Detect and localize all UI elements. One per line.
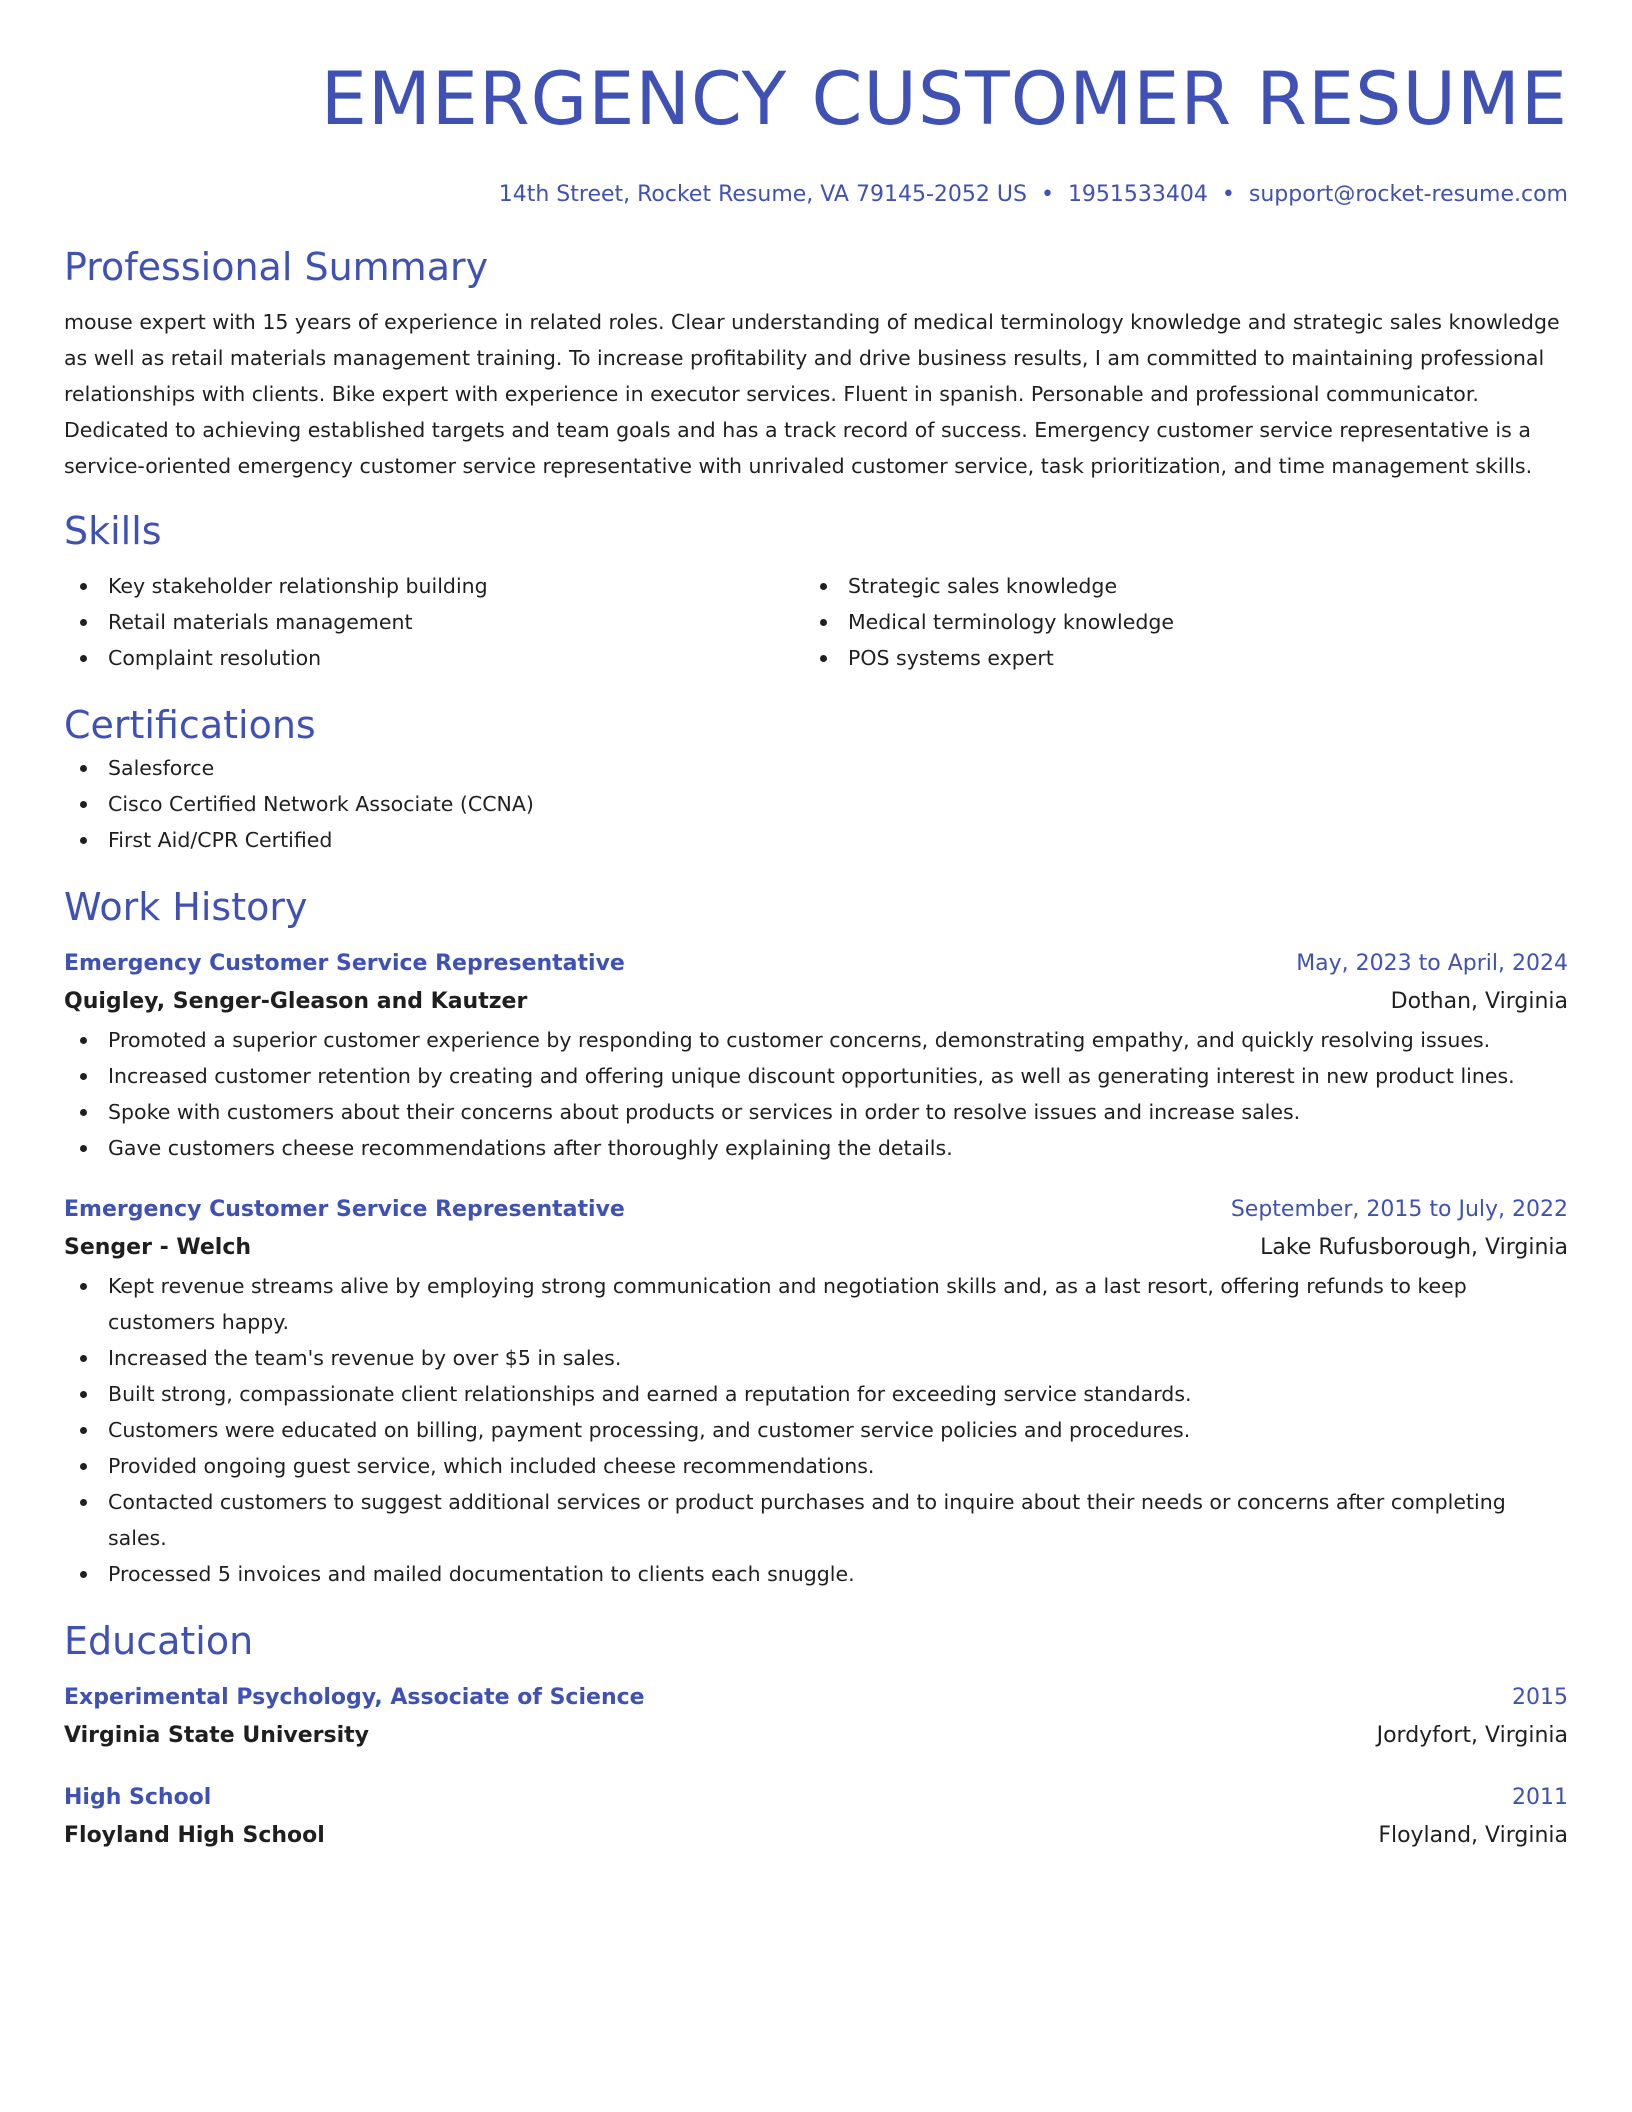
skills-heading: Skills bbox=[64, 509, 162, 553]
certification-item: Cisco Certified Network Associate (CCNA) bbox=[64, 786, 1568, 822]
contact-phone: 1951533404 bbox=[1067, 182, 1208, 207]
job-bullet: Gave customers cheese recommendations after thoroughly explaining the details. bbox=[64, 1130, 1568, 1166]
job-bullet: Increased customer retention by creating and offering unique discount opportunities, as well as generating interest in new product lines. bbox=[64, 1058, 1568, 1094]
job-bullet: Contacted customers to suggest additional services or product purchases and to inquire about their needs or concerns after completing sales. bbox=[64, 1484, 1568, 1556]
education-school-row bbox=[64, 1716, 1568, 1756]
job-bullet: Kept revenue streams alive by employing strong communication and negotiation skills and, as a last resort, offering refunds to keep customers happy. bbox=[64, 1268, 1568, 1340]
certification-item: First Aid/CPR Certified bbox=[64, 822, 1568, 858]
certifications-section bbox=[64, 700, 1568, 858]
summary-section bbox=[64, 242, 1568, 484]
contact-line bbox=[64, 180, 1568, 210]
job-bullet: Customers were educated on billing, payment processing, and customer service policies and procedures. bbox=[64, 1412, 1568, 1448]
contact-separator: • bbox=[1221, 182, 1235, 207]
skills-list-left bbox=[64, 568, 804, 676]
education-school-row bbox=[64, 1816, 1568, 1856]
certifications-heading: Certifications bbox=[64, 703, 316, 747]
job-company-row bbox=[64, 982, 1568, 1022]
certification-item: Salesforce bbox=[64, 750, 1568, 786]
education-section bbox=[64, 1616, 1568, 1856]
job-bullet: Provided ongoing guest service, which included cheese recommendations. bbox=[64, 1448, 1568, 1484]
education-entry bbox=[64, 1780, 1568, 1856]
job-company: Senger - Welch bbox=[64, 1235, 252, 1260]
job-bullet: Promoted a superior customer experience by responding to customer concerns, demonstrating empathy, and quickly resolving issues. bbox=[64, 1022, 1568, 1058]
job-company-row bbox=[64, 1228, 1568, 1268]
skill-item: Complaint resolution bbox=[64, 640, 804, 676]
work-history-section bbox=[64, 882, 1568, 1592]
job-bullet: Processed 5 invoices and mailed documentation to clients each snuggle. bbox=[64, 1556, 1568, 1592]
job-dates: September, 2015 to July, 2022 bbox=[1230, 1197, 1568, 1222]
certifications-list bbox=[64, 750, 1568, 858]
job-dates: May, 2023 to April, 2024 bbox=[1296, 951, 1568, 976]
skills-grid bbox=[64, 568, 1568, 676]
job-company: Quigley, Senger-Gleason and Kautzer bbox=[64, 989, 528, 1014]
education-location: Floyland, Virginia bbox=[1378, 1823, 1568, 1848]
education-year: 2011 bbox=[1512, 1785, 1568, 1810]
education-school: Virginia State University bbox=[64, 1723, 370, 1748]
job-title: Emergency Customer Service Representative bbox=[64, 951, 625, 976]
job-bullet: Spoke with customers about their concerns about products or services in order to resolve issues and increase sales. bbox=[64, 1094, 1568, 1130]
skill-item: Strategic sales knowledge bbox=[804, 568, 1568, 604]
education-school: Floyland High School bbox=[64, 1823, 325, 1848]
work-history-heading: Work History bbox=[64, 885, 308, 929]
job-location: Lake Rufusborough, Virginia bbox=[1260, 1235, 1568, 1260]
skill-item: Key stakeholder relationship building bbox=[64, 568, 804, 604]
summary-text: mouse expert with 15 years of experience in related roles. Clear understanding of medical terminology knowledge and strategic sales knowledge as well as retail materials management training. To increase profitability and drive business results, I am committed to maintaining professional relationships with clients. Bike expert with experience in executor services. Fluent in spanish. Personable and professional communicator. Dedicated to achieving established targets and team goals and has a track record of success. Emergency customer service representative is a service-oriented emergency customer service representative with unrivaled customer service, task prioritization, and time management skills. bbox=[64, 310, 1560, 478]
job-header-row bbox=[64, 946, 1568, 982]
job-bullet: Increased the team's revenue by over $5 in sales. bbox=[64, 1340, 1568, 1376]
education-entry bbox=[64, 1680, 1568, 1756]
job-bullets bbox=[64, 1268, 1568, 1592]
contact-separator: • bbox=[1040, 182, 1054, 207]
education-year: 2015 bbox=[1512, 1685, 1568, 1710]
resume-name: EMERGENCY CUSTOMER RESUME bbox=[320, 57, 1568, 142]
job-header-row bbox=[64, 1192, 1568, 1228]
education-degree: High School bbox=[64, 1785, 212, 1810]
job-title: Emergency Customer Service Representative bbox=[64, 1197, 625, 1222]
skills-list-right bbox=[804, 568, 1568, 676]
education-heading: Education bbox=[64, 1619, 254, 1663]
education-location: Jordyfort, Virginia bbox=[1376, 1723, 1568, 1748]
contact-address: 14th Street, Rocket Resume, VA 79145-2052 US bbox=[498, 182, 1027, 207]
skill-item: Retail materials management bbox=[64, 604, 804, 640]
skill-item: Medical terminology knowledge bbox=[804, 604, 1568, 640]
contact-email[interactable]: support@rocket-resume.com bbox=[1248, 182, 1568, 207]
education-degree: Experimental Psychology, Associate of Science bbox=[64, 1685, 645, 1710]
skill-item: POS systems expert bbox=[804, 640, 1568, 676]
job-location: Dothan, Virginia bbox=[1390, 989, 1568, 1014]
summary-heading: Professional Summary bbox=[64, 245, 489, 289]
job-bullet: Built strong, compassionate client relationships and earned a reputation for exceeding service standards. bbox=[64, 1376, 1568, 1412]
education-header-row bbox=[64, 1680, 1568, 1716]
education-header-row bbox=[64, 1780, 1568, 1816]
skills-section bbox=[64, 506, 1568, 676]
job-entry bbox=[64, 1192, 1568, 1592]
job-entry bbox=[64, 946, 1568, 1166]
job-bullets bbox=[64, 1022, 1568, 1166]
